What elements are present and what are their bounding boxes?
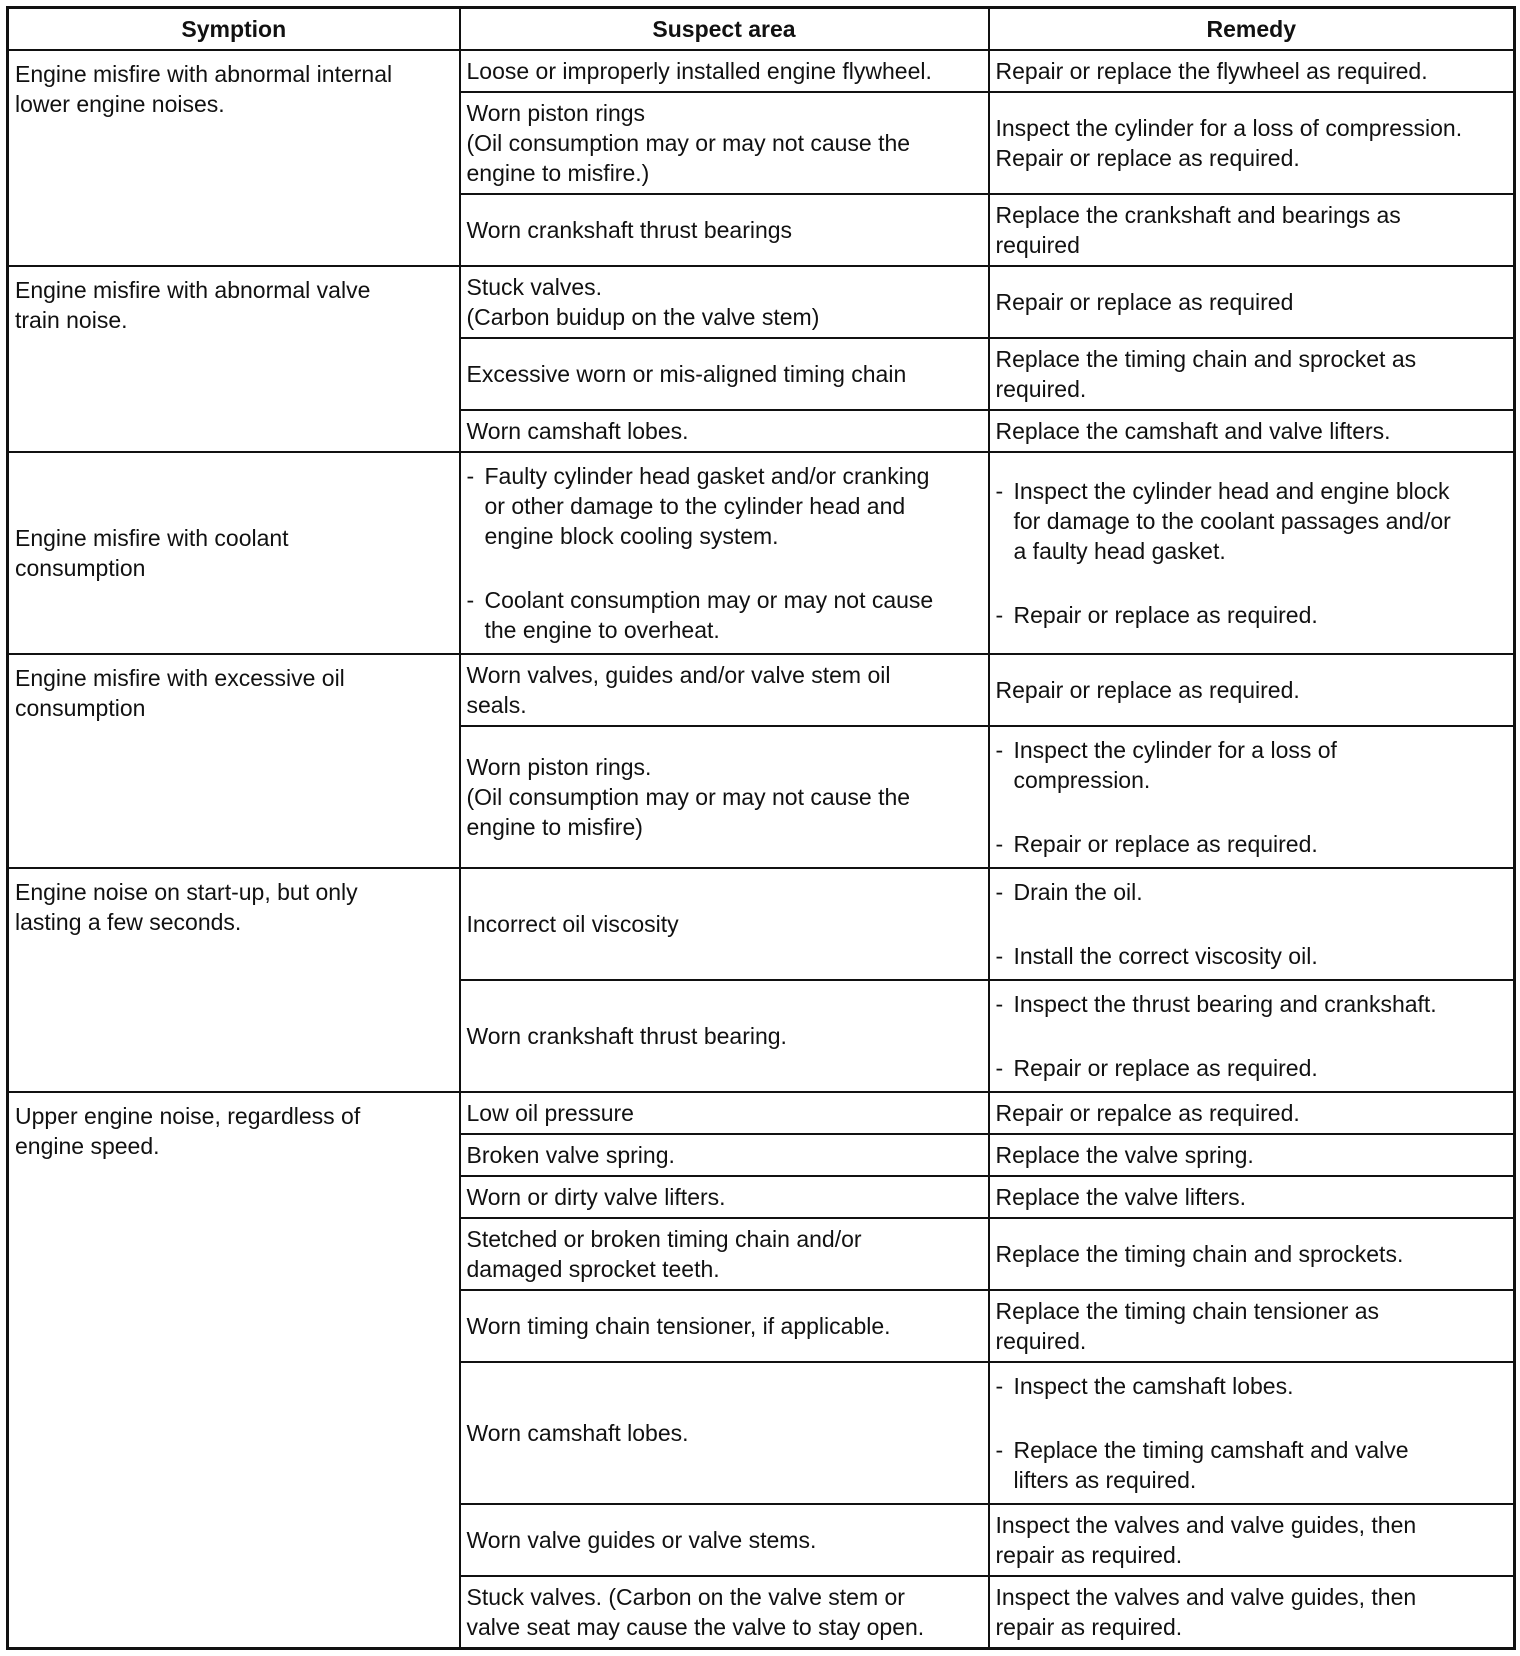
suspect-cell: Worn camshaft lobes.	[460, 1362, 989, 1504]
table-row	[8, 1092, 1515, 1134]
header-row	[8, 8, 1515, 51]
list-item: - Repair or replace as required.	[995, 831, 1318, 857]
list-item: - Replace the timing camshaft and valve lifters as required.	[995, 1437, 1409, 1493]
remedy-cell	[989, 726, 1515, 868]
symptom-cell: Engine misfire with abnormal valve train noise.	[8, 266, 460, 452]
list-item: - Repair or replace as required.	[995, 602, 1318, 628]
suspect-cell: Worn piston rings (Oil consumption may or may not cause the engine to misfire.)	[460, 92, 989, 194]
suspect-cell: Worn piston rings. (Oil consumption may or may not cause the engine to misfire)	[460, 726, 989, 868]
list-item: - Inspect the camshaft lobes.	[995, 1373, 1294, 1399]
suspect-cell: Worn or dirty valve lifters.	[460, 1176, 989, 1218]
remedy-cell: Replace the timing chain and sprockets.	[989, 1218, 1515, 1290]
remedy-cell	[989, 868, 1515, 980]
table-row	[8, 452, 1515, 654]
remedy-cell: Replace the camshaft and valve lifters.	[989, 410, 1515, 452]
list-item: - Faulty cylinder head gasket and/or cranking or other damage to the cylinder head and engine block cooling system.	[466, 463, 930, 549]
suspect-cell	[460, 452, 989, 654]
remedy-cell: Repair or replace the flywheel as required.	[989, 50, 1515, 92]
remedy-cell	[989, 1362, 1515, 1504]
header-suspect-area: Suspect area	[460, 8, 989, 51]
remedy-cell	[989, 452, 1515, 654]
suspect-cell: Worn camshaft lobes.	[460, 410, 989, 452]
suspect-cell: Worn valves, guides and/or valve stem oil seals.	[460, 654, 989, 726]
header-remedy: Remedy	[989, 8, 1515, 51]
table-row	[8, 654, 1515, 726]
remedy-cell: Replace the valve lifters.	[989, 1176, 1515, 1218]
list-item: - Inspect the cylinder for a loss of compression.	[995, 737, 1337, 793]
symptom-cell: Engine misfire with coolant consumption	[8, 452, 460, 654]
list-item: - Coolant consumption may or may not cause the engine to overheat.	[466, 587, 934, 643]
suspect-cell: Low oil pressure	[460, 1092, 989, 1134]
suspect-cell: Excessive worn or mis-aligned timing chain	[460, 338, 989, 410]
suspect-cell: Stuck valves. (Carbon on the valve stem or valve seat may cause the valve to stay open.	[460, 1576, 989, 1648]
suspect-cell: Incorrect oil viscosity	[460, 868, 989, 980]
troubleshooting-table	[6, 6, 1516, 1650]
suspect-cell: Worn crankshaft thrust bearing.	[460, 980, 989, 1092]
suspect-cell: Stetched or broken timing chain and/or damaged sprocket teeth.	[460, 1218, 989, 1290]
symptom-cell: Engine misfire with excessive oil consumption	[8, 654, 460, 868]
remedy-cell: Inspect the valves and valve guides, then repair as required.	[989, 1576, 1515, 1648]
troubleshooting-sheet	[6, 6, 1516, 1650]
suspect-cell: Worn crankshaft thrust bearings	[460, 194, 989, 266]
remedy-cell	[989, 980, 1515, 1092]
suspect-cell: Worn timing chain tensioner, if applicable.	[460, 1290, 989, 1362]
list-item: - Inspect the thrust bearing and crankshaft.	[995, 991, 1437, 1017]
remedy-cell: Replace the timing chain tensioner as required.	[989, 1290, 1515, 1362]
header-symptom: Symption	[8, 8, 460, 51]
suspect-cell: Loose or improperly installed engine flywheel.	[460, 50, 989, 92]
remedy-cell: Replace the valve spring.	[989, 1134, 1515, 1176]
remedy-cell: Replace the crankshaft and bearings as required	[989, 194, 1515, 266]
table-row	[8, 50, 1515, 92]
symptom-cell: Engine misfire with abnormal internal lower engine noises.	[8, 50, 460, 266]
remedy-cell: Inspect the cylinder for a loss of compression. Repair or replace as required.	[989, 92, 1515, 194]
list-item: - Repair or replace as required.	[995, 1055, 1318, 1081]
remedy-cell: Inspect the valves and valve guides, then repair as required.	[989, 1504, 1515, 1576]
remedy-cell: Repair or replace as required	[989, 266, 1515, 338]
list-item: - Drain the oil.	[995, 879, 1143, 905]
table-row	[8, 266, 1515, 338]
remedy-cell: Repair or repalce as required.	[989, 1092, 1515, 1134]
remedy-cell: Repair or replace as required.	[989, 654, 1515, 726]
table-row	[8, 868, 1515, 980]
symptom-cell: Upper engine noise, regardless of engine speed.	[8, 1092, 460, 1648]
remedy-cell: Replace the timing chain and sprocket as required.	[989, 338, 1515, 410]
list-item: - Inspect the cylinder head and engine block for damage to the coolant passages and/or a faulty head gasket.	[995, 478, 1451, 564]
suspect-cell: Worn valve guides or valve stems.	[460, 1504, 989, 1576]
suspect-cell: Broken valve spring.	[460, 1134, 989, 1176]
list-item: - Install the correct viscosity oil.	[995, 943, 1318, 969]
symptom-cell: Engine noise on start-up, but only lasting a few seconds.	[8, 868, 460, 1092]
suspect-cell: Stuck valves. (Carbon buidup on the valve stem)	[460, 266, 989, 338]
